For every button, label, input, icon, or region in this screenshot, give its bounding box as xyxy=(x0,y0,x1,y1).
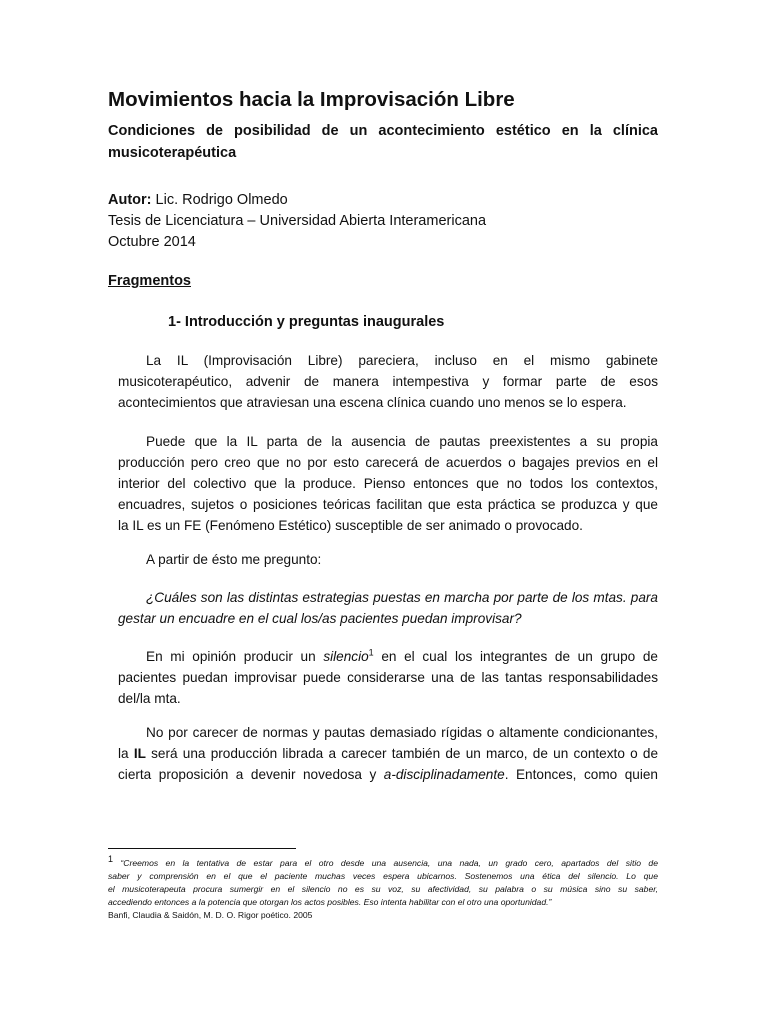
paragraph-line: la IL será una producción librada a carecer también de un marco, de un contexto o de xyxy=(118,746,659,761)
question-paragraph xyxy=(118,587,658,629)
paragraph-line: A partir de ésto me pregunto: xyxy=(146,552,322,567)
paragraph-2 xyxy=(118,431,658,536)
footnote xyxy=(108,854,658,922)
author-line xyxy=(108,192,288,208)
footnote-marker: 1 xyxy=(108,854,114,865)
footnote-citation: Banfi, Claudia & Saidón, M. D. O. Rigor poético. 2005 xyxy=(108,910,313,920)
paragraph-line: producción pero creo que no por esto carecerá de acuerdos o bagajes previos en el xyxy=(118,455,658,470)
fragments-heading: Fragmentos xyxy=(108,273,191,289)
paragraph-line: gestar un encuadre en el cual los/as pacientes puedan improvisar? xyxy=(118,611,522,626)
footnote-line: accediendo entonces a la potencia que otorgan los actos posibles. Eso intenta habilitar con el otro una oportunidad.” xyxy=(108,897,552,907)
paragraph-line: musicoterapéutico, advenir de manera intempestiva y formar parte de esos xyxy=(118,374,658,389)
author-label: Autor: xyxy=(108,192,152,208)
footnote-line: el musicoterapeuta procura sumergir en el silencio no es su voz, su afectividad, su palabra o su música sino su saber, xyxy=(108,884,658,894)
date-line: Octubre 2014 xyxy=(108,234,196,250)
paragraph-line: del/la mta. xyxy=(118,691,181,706)
paragraph-line: encuadres, sujetos o posiciones teóricas facilitan que esta práctica se produzca y que xyxy=(118,497,658,512)
paragraph-line: La IL (Improvisación Libre) pareciera, incluso en el mismo gabinete xyxy=(146,353,658,368)
paragraph-line: la IL es un FE (Fenómeno Estético) susceptible de ser animado o provocado. xyxy=(118,518,583,533)
paragraph-line: interior del colectivo que la produce. Pienso entonces que no todos los contextos, xyxy=(118,476,658,491)
footnote-line: saber y comprensión en el que el paciente muchas veces espera ubicarnos. Sostenemos una ética del silencio. Lo que xyxy=(108,871,658,881)
paragraph-5 xyxy=(118,646,658,709)
paragraph-line: No por carecer de normas y pautas demasiado rígidas o altamente condicionantes, xyxy=(146,725,658,740)
document-title: Movimientos hacia la Improvisación Libre xyxy=(108,88,515,111)
footnote-ref[interactable]: 1 xyxy=(368,647,374,658)
paragraph-line: En mi opinión producir un silencio$^1$ en el cual los integrantes de un grupo de xyxy=(146,647,658,664)
paragraph-3 xyxy=(118,549,658,570)
paragraph-line: pacientes puedan improvisar puede considerarse una de las tantas responsabilidades xyxy=(118,670,658,685)
author-name: Lic. Rodrigo Olmedo xyxy=(151,192,288,208)
thesis-line: Tesis de Licenciatura – Universidad Abierta Interamericana xyxy=(108,213,487,229)
paragraph-line: acontecimientos que atraviesan una escena clínica cuando uno menos se lo espera. xyxy=(118,395,627,410)
paragraph-6 xyxy=(118,722,658,785)
document-subtitle: Condiciones de posibilidad de un acontecimiento estético en la clínica musicoterapéutica xyxy=(108,123,658,161)
paragraph-line: cierta proposición a devenir novedosa y a-disciplinadamente. Entonces, como quien xyxy=(118,767,658,782)
section-heading: 1- Introducción y preguntas inaugurales xyxy=(168,314,445,330)
footnote-line: $^1$ “Creemos en la tentativa de estar para el otro desde una ausencia, una nada, un grado cero, apartados del sitio de xyxy=(108,854,658,868)
footnote-separator xyxy=(108,848,296,849)
paragraph-line: Puede que la IL parta de la ausencia de pautas preexistentes a su propia xyxy=(146,434,658,449)
silencio-italic: silencio xyxy=(323,649,369,664)
paragraph-line: ¿Cuáles son las distintas estrategias puestas en marcha por parte de los mtas. para xyxy=(146,590,658,605)
paragraph-1 xyxy=(118,350,658,413)
